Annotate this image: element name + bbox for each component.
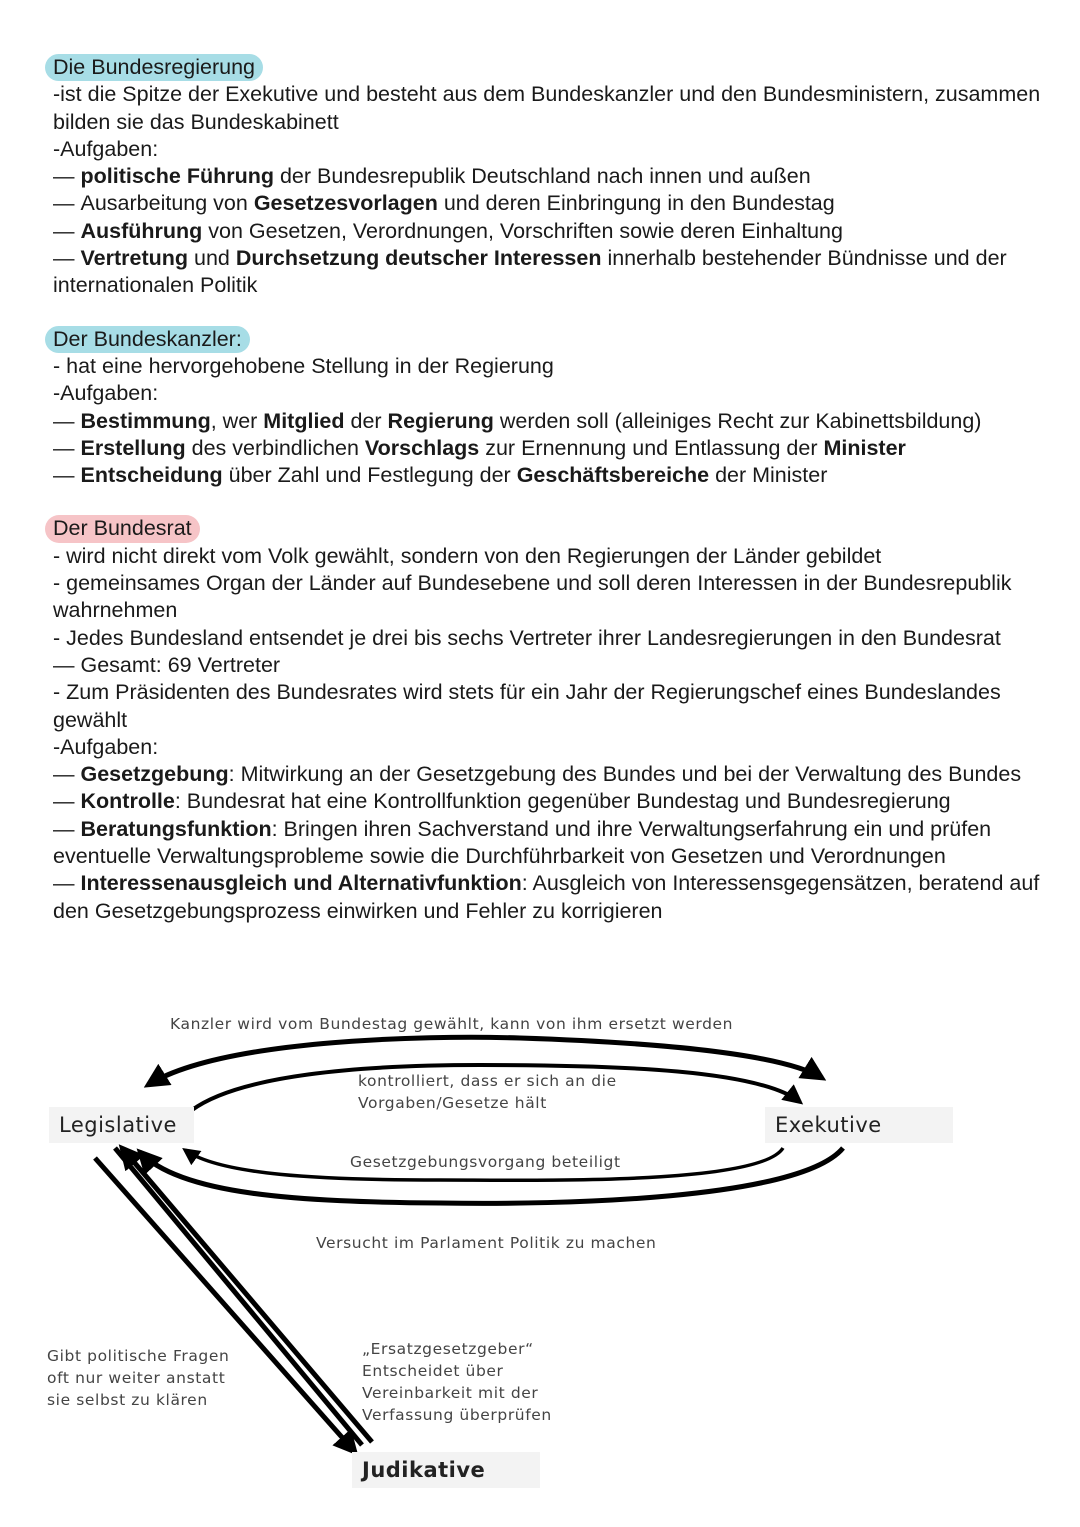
task-keyword: Gesetzgebung <box>80 762 229 787</box>
dash-bullet: — <box>53 408 75 433</box>
label-gesetzgebungsvorgang: Gesetzgebungsvorgang beteiligt <box>350 1153 621 1171</box>
task-text: Ausarbeitung von <box>80 191 254 216</box>
bundesregierung-intro: -ist die Spitze der Exekutive und besteht aus dem Bundeskanzler und den Bundesministern, zusammen bilden sie das Bundeskabinett <box>53 82 1041 134</box>
label-kanzler-gewaehlt: Kanzler wird vom Bundestag gewählt, kann von ihm ersetzt werden <box>170 1015 734 1033</box>
document <box>53 54 1068 951</box>
task-text: über Zahl und Festlegung der <box>222 463 517 488</box>
task-keyword: Entscheidung <box>80 463 223 488</box>
task-text: : Bringen ihren Sachverstand und ihre Verwaltungserfahrung ein und prüfen eventuelle Verwaltungsprobleme sowie die Durchführbarkeit von Gesetzen und Verordnungen <box>53 816 992 869</box>
bundesrat-line-3: - Jedes Bundesland entsendet je drei bis sechs Vertreter ihrer Landesregierungen in den Bundesrat <box>53 625 1001 650</box>
label-politische-fragen: Gibt politische Fragen oft nur weiter anstatt sie selbst zu klären <box>47 1347 230 1409</box>
bundeskanzler-task-list <box>53 408 1068 490</box>
dash-bullet: — <box>53 191 75 216</box>
heading-bundesregierung: Die Bundesregierung <box>45 54 263 81</box>
bundesrat-praesident: - Zum Präsidenten des Bundesrates wird stets für ein Jahr der Regierungschef eines Bundeslandes gewählt <box>53 680 1001 732</box>
task-text: innerhalb bestehender Bündnisse und der internationalen Politik <box>53 246 1007 298</box>
bundesrat-line-2: - gemeinsames Organ der Länder auf Bundesebene und soll deren Interessen in der Bundesrepublik wahrnehmen <box>53 571 1012 623</box>
task-item <box>53 163 1068 190</box>
task-item <box>53 788 1068 815</box>
bundesrat-aufgaben-label: -Aufgaben: <box>53 734 159 759</box>
dash-bullet: — <box>53 816 75 841</box>
task-item <box>53 218 1068 245</box>
task-keyword: Interessenausgleich und Alternativfunktion <box>80 871 522 896</box>
task-keyword: Vertretung <box>80 246 189 271</box>
dash-bullet: — <box>53 246 75 271</box>
dash-bullet: — <box>53 218 75 243</box>
task-text: zur Ernennung und Entlassung der <box>479 435 824 460</box>
bundesrat-task-list <box>53 761 1068 925</box>
dash-bullet: — <box>53 164 75 189</box>
bundeskanzler-intro: - hat eine hervorgehobene Stellung in der Regierung <box>53 353 554 378</box>
task-item <box>53 245 1068 300</box>
task-keyword: Durchsetzung deutscher Interessen <box>235 246 602 271</box>
task-text: : Mitwirkung an der Gesetzgebung des Bundes und bei der Verwaltung des Bundes <box>228 762 1022 787</box>
section-bundesregierung <box>53 54 1068 300</box>
task-text: der Minister <box>709 463 828 488</box>
task-keyword: Erstellung <box>80 435 186 460</box>
task-keyword: Regierung <box>387 408 494 433</box>
task-item <box>53 408 1068 435</box>
dash-bullet: — <box>53 871 75 896</box>
task-item <box>53 435 1068 462</box>
task-text: von Gesetzen, Verordnungen, Vorschriften sowie deren Einhaltung <box>202 218 843 243</box>
task-keyword: Mitglied <box>263 408 345 433</box>
task-keyword: Bestimmung <box>80 408 211 433</box>
task-text: werden soll (alleiniges Recht zur Kabinettsbildung) <box>493 408 982 433</box>
task-text: der <box>344 408 388 433</box>
label-parlament: Versucht im Parlament Politik zu machen <box>316 1234 657 1252</box>
task-keyword: Minister <box>823 435 906 460</box>
task-text: der Bundesrepublik Deutschland nach innen und außen <box>274 164 811 189</box>
task-keyword: Gesetzesvorlagen <box>253 191 438 216</box>
task-text: : Ausgleich von Interessensgegensätzen, beratend auf den Gesetzgebungsprozess einwirken und Fehler zu korrigieren <box>53 871 1040 923</box>
task-item <box>53 816 1068 871</box>
dash-bullet: — <box>53 463 75 488</box>
section-bundesrat <box>53 515 1068 924</box>
task-keyword: Vorschlags <box>364 435 480 460</box>
task-text: und <box>188 246 236 271</box>
heading-bundeskanzler: Der Bundeskanzler: <box>45 326 250 353</box>
box-judikative: Judikative <box>352 1452 540 1488</box>
task-item <box>53 870 1068 925</box>
box-legislative: Legislative <box>49 1107 194 1143</box>
section-bundeskanzler <box>53 326 1068 490</box>
bundeskanzler-aufgaben-label: -Aufgaben: <box>53 381 159 406</box>
dash-bullet: — <box>53 789 75 814</box>
bundesrat-line-1: - wird nicht direkt vom Volk gewählt, sondern von den Regierungen der Länder gebildet <box>53 543 882 568</box>
bundesrat-gesamt-text: Gesamt: 69 Vertreter <box>80 652 281 677</box>
task-keyword: Beratungsfunktion <box>80 816 272 841</box>
task-text: des verbindlichen <box>185 435 365 460</box>
label-kontrolliert: kontrolliert, dass er sich an die Vorgaben/Gesetze hält <box>358 1072 617 1112</box>
task-item <box>53 761 1068 788</box>
task-keyword: Ausführung <box>80 218 203 243</box>
gewaltenteilung-diagram <box>0 990 1080 1527</box>
task-text: : Bundesrat hat eine Kontrollfunktion gegenüber Bundestag und Bundesregierung <box>174 789 951 814</box>
task-keyword: Geschäftsbereiche <box>516 463 710 488</box>
label-ersatzgesetzgeber: „Ersatzgesetzgeber“ Entscheidet über Vereinbarkeit mit der Verfassung überprüfen <box>362 1340 552 1424</box>
bundesrat-gesamt: — Gesamt: 69 Vertreter <box>53 652 281 677</box>
bundesregierung-aufgaben-label: -Aufgaben: <box>53 136 159 161</box>
bundesregierung-task-list <box>53 163 1068 299</box>
task-item <box>53 462 1068 489</box>
dash-bullet: — <box>53 762 75 787</box>
task-text: und deren Einbringung in den Bundestag <box>437 191 835 216</box>
heading-bundesrat: Der Bundesrat <box>45 515 200 542</box>
task-keyword: Kontrolle <box>80 789 175 814</box>
task-text: , wer <box>210 408 264 433</box>
task-item <box>53 190 1068 217</box>
dash-bullet: — <box>53 435 75 460</box>
task-keyword: politische Führung <box>80 164 274 189</box>
box-exekutive: Exekutive <box>765 1107 953 1143</box>
